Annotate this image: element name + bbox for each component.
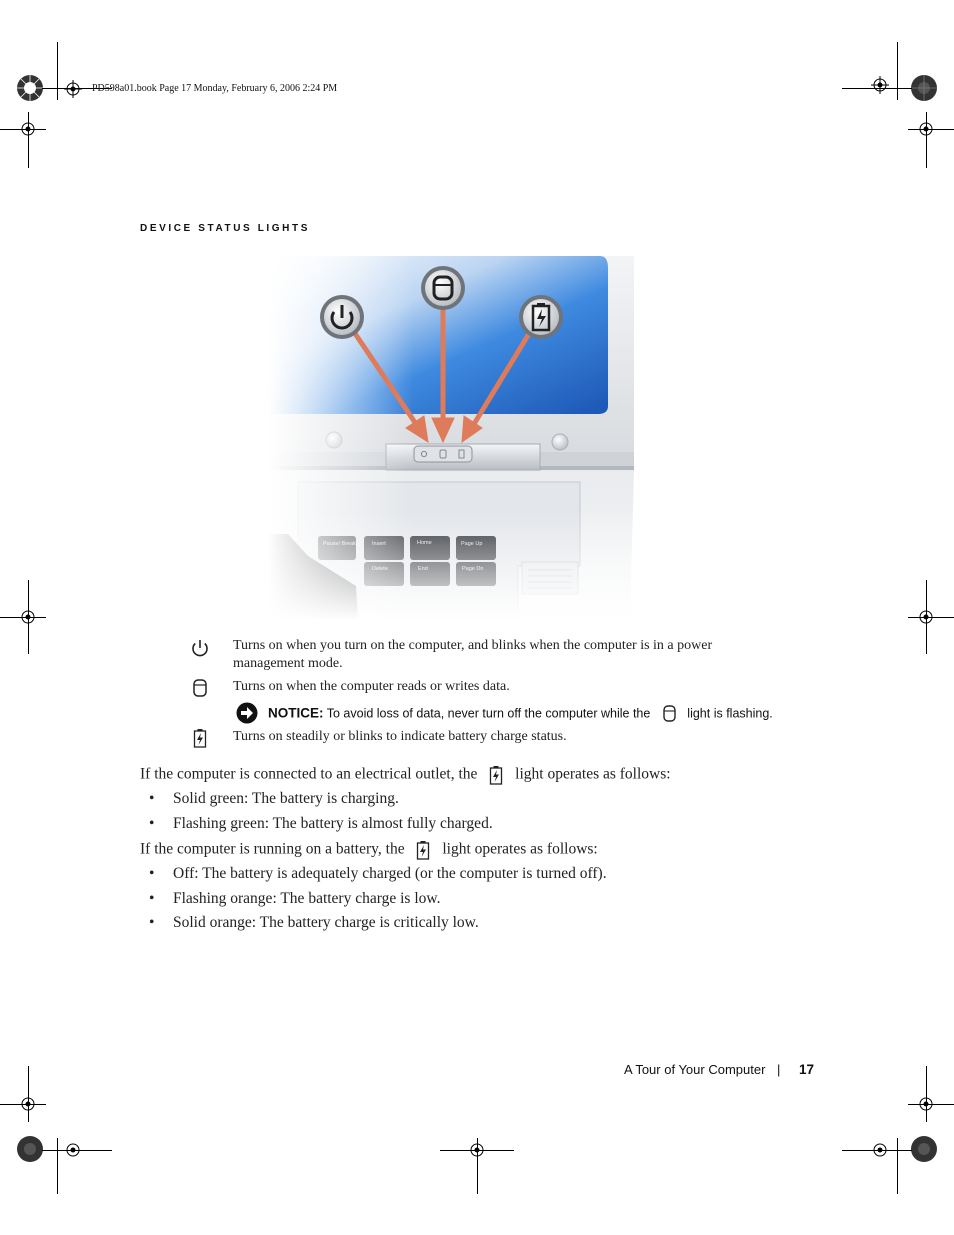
crosshair-icon xyxy=(871,1141,889,1159)
crosshair-icon xyxy=(19,120,37,138)
crosshair-icon xyxy=(871,76,889,94)
registration-target-icon xyxy=(908,1133,940,1165)
list-item: • Flashing green: The battery is almost fully charged. xyxy=(149,815,493,832)
notice-icon xyxy=(236,702,258,724)
power-callout-icon xyxy=(320,295,364,339)
crosshair-icon xyxy=(917,1095,935,1113)
hard-drive-icon xyxy=(654,705,684,723)
notice-text: NOTICE: To avoid loss of data, never turn off the computer while the light is flashing. xyxy=(268,705,773,723)
section-title: DEVICE STATUS LIGHTS xyxy=(140,223,310,234)
footer-chapter-title: A Tour of Your Computer xyxy=(624,1062,766,1077)
book-meta-line: PD598a01.book Page 17 Monday, February 6, 2006 2:24 PM xyxy=(92,83,338,94)
footer-separator: | xyxy=(777,1062,781,1077)
registration-target-icon xyxy=(908,72,940,104)
list-item: • Solid green: The battery is charging. xyxy=(149,790,399,807)
power-light-description: Turns on when you turn on the computer, and blinks when the computer is in a power management mode. xyxy=(233,638,713,671)
page-number: 17 xyxy=(799,1062,815,1077)
hard-drive-callout-icon xyxy=(421,266,465,310)
list-item: • Flashing orange: The battery charge is low. xyxy=(149,890,441,907)
paragraph-battery-power: If the computer is running on a battery, the light operates as follows: xyxy=(140,839,598,861)
hard-drive-light-description: Turns on when the computer reads or writes data. xyxy=(233,679,510,694)
battery-callout-icon xyxy=(519,295,563,339)
hard-drive-icon xyxy=(190,678,210,698)
list-item: • Solid orange: The battery charge is critically low. xyxy=(149,914,479,931)
crosshair-icon xyxy=(64,80,82,98)
paragraph-electrical-outlet: If the computer is connected to an electrical outlet, the light operates as follows: xyxy=(140,764,671,786)
battery-icon xyxy=(481,764,511,786)
power-icon xyxy=(190,638,210,658)
device-status-lights-illustration xyxy=(268,256,684,620)
battery-icon xyxy=(190,728,210,748)
registration-target-icon xyxy=(14,1133,46,1165)
crosshair-icon xyxy=(917,608,935,626)
crosshair-icon xyxy=(468,1141,486,1159)
crosshair-icon xyxy=(64,1141,82,1159)
crosshair-icon xyxy=(917,120,935,138)
battery-light-description: Turns on steadily or blinks to indicate battery charge status. xyxy=(233,729,567,744)
crosshair-icon xyxy=(19,608,37,626)
list-item: • Off: The battery is adequately charged (or the computer is turned off). xyxy=(149,865,607,882)
battery-icon xyxy=(408,839,438,861)
crosshair-icon xyxy=(19,1095,37,1113)
